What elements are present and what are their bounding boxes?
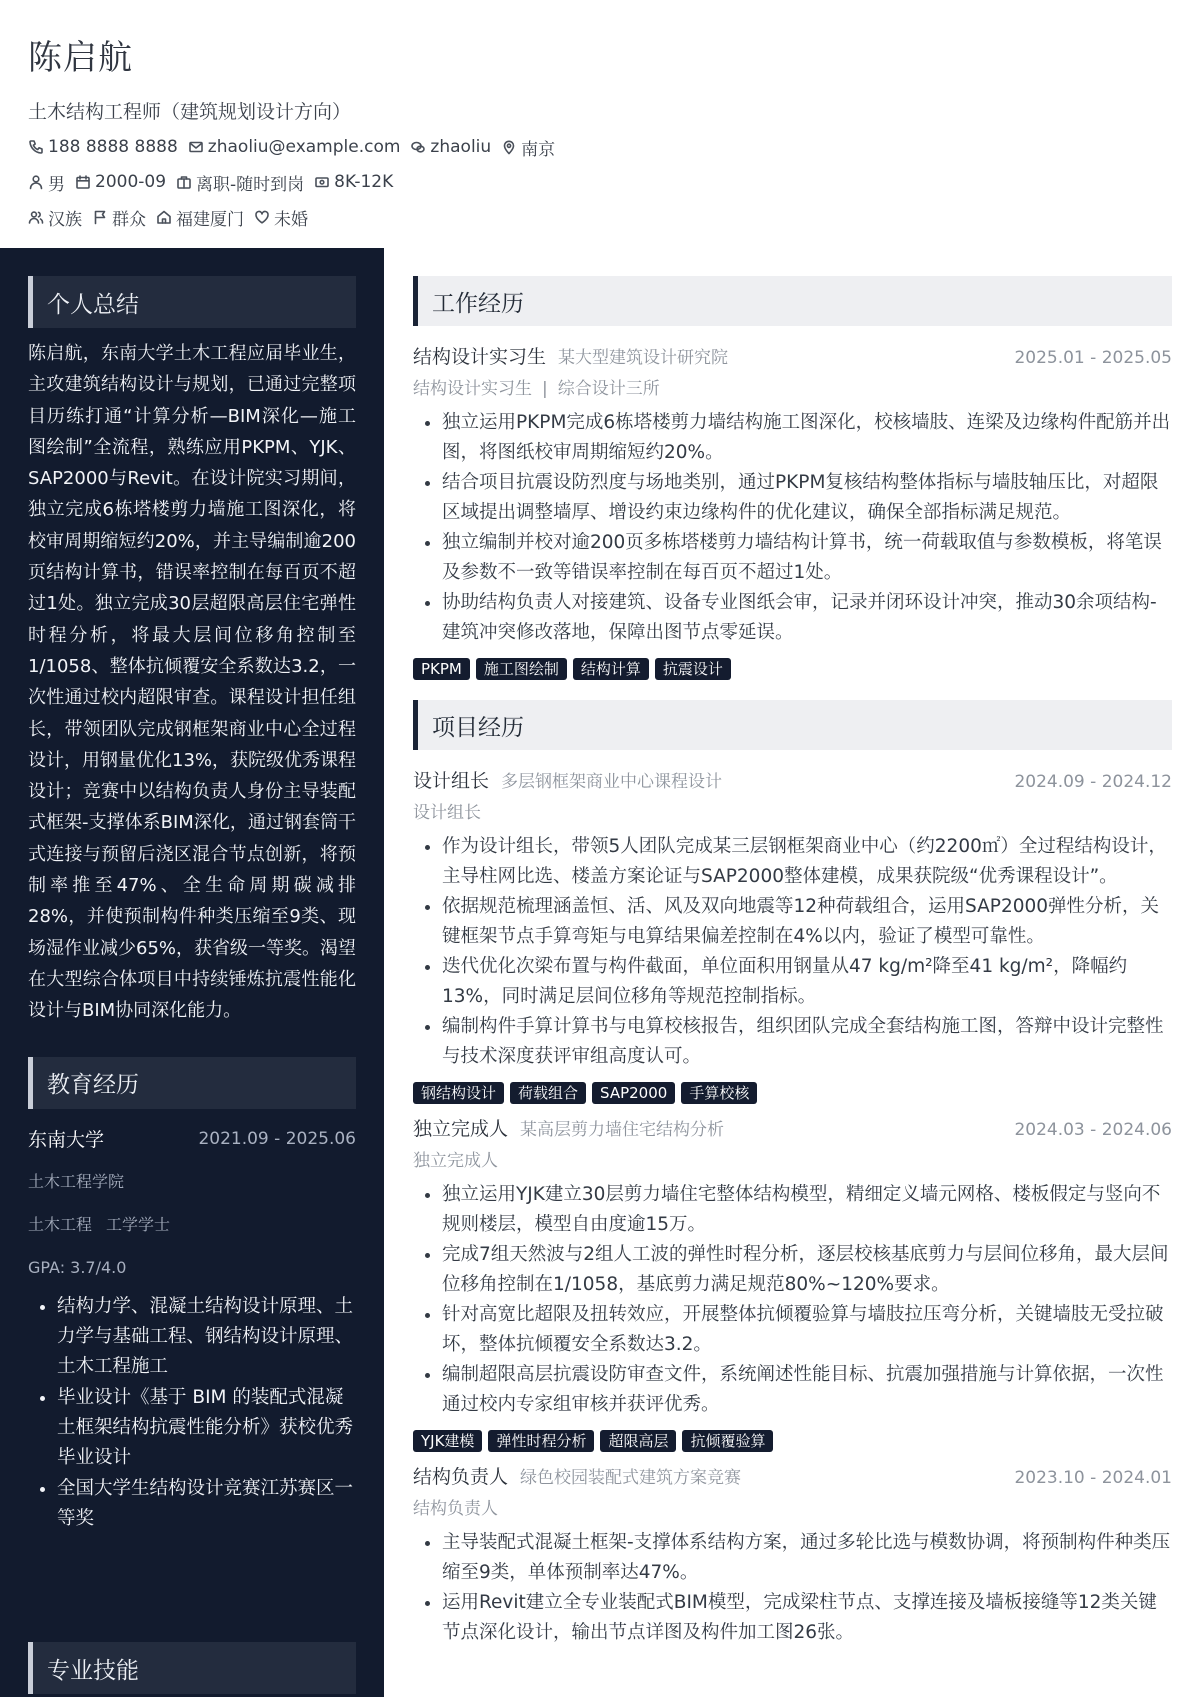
entry-date: 2024.03 - 2024.06 [1014, 1120, 1172, 1140]
flag-icon [92, 209, 108, 225]
tag: SAP2000 [592, 1082, 675, 1104]
politics-text: 群众 [112, 209, 146, 230]
major-degree [28, 1211, 356, 1239]
tag: 抗震设计 [655, 658, 731, 680]
personal-row [28, 205, 1178, 229]
entry-date: 2025.01 - 2025.05 [1014, 348, 1172, 368]
personal-ethnicity [28, 205, 82, 230]
entry-subtitle: 结构负责人 [413, 1499, 498, 1519]
entry-role: 结构设计实习生 [413, 346, 547, 368]
personal-politics [92, 205, 146, 230]
ethnicity-text: 汉族 [48, 209, 82, 230]
tag: PKPM [413, 658, 470, 680]
personal-marital [254, 205, 308, 230]
entry-role: 独立完成人 [413, 1118, 509, 1140]
skills-heading: 专业技能 [28, 1642, 356, 1694]
contact-email [188, 137, 401, 157]
list-item: • 运用Revit建立全专业装配式BIM模型，完成梁柱节点、支撑连接及墙板接缝等12类关键节点深化设计，输出节点详图及构件加工图26张。 [442, 1588, 1172, 1648]
list-item: • 主导装配式混凝土框架-支撑体系结构方案，通过多轮比选与模数协调，将预制构件种类压缩至9类，单体预制率达47%。 [442, 1528, 1172, 1588]
entry-subtitle [413, 374, 1172, 400]
contact-location [501, 135, 555, 160]
main-content [413, 276, 1172, 1648]
tag: 超限高层 [600, 1430, 676, 1452]
list-item: • 独立运用YJK建立30层剪力墙住宅整体结构模型，精细定义墙元网格、楼板假定与竖向不规则楼层，模型自由度逾15万。 [442, 1180, 1172, 1240]
project-entry [413, 766, 1172, 1104]
contact-wechat [410, 137, 491, 157]
candidate-name: 陈启航 [28, 38, 133, 78]
status-text: 离职-随时到岗 [196, 174, 305, 195]
money-icon [314, 174, 330, 190]
tag: 抗倾覆验算 [682, 1430, 773, 1452]
person-icon [28, 174, 44, 190]
birth-text: 2000-09 [95, 172, 167, 192]
work-heading: 工作经历 [413, 276, 1172, 326]
list-item: • 协助结构负责人对接建筑、设备专业图纸会审，记录并闭环设计冲突，推动30余项结构-建筑冲突修改落地，保障出图节点零延误。 [442, 588, 1172, 648]
tag: YJK建模 [413, 1430, 482, 1452]
entry-org: 绿色校园装配式建筑方案竞赛 [520, 1468, 742, 1488]
location-icon [501, 139, 517, 155]
list-item: • 独立运用PKPM完成6栋塔楼剪力墙结构施工图深化，校核墙肢、连梁及边缘构件配筋并出图，将图纸校审周期缩短约20%。 [442, 408, 1172, 468]
list-item: • 结构力学、混凝土结构设计原理、土力学与基础工程、钢结构设计原理、土木工程施工 [57, 1292, 356, 1382]
entry-subtitle: 设计组长 [413, 803, 481, 823]
home-icon [156, 209, 172, 225]
education-entry [28, 1125, 356, 1153]
list-item: • 完成7组天然波与2组人工波的弹性时程分析，逐层校核基底剪力与层间位移角，最大层间位移角控制在1/1058，基底剪力满足规范80%~120%要求。 [442, 1240, 1172, 1300]
phone-icon [28, 139, 44, 155]
degree-name: 工学学士 [106, 1214, 171, 1234]
info-status [176, 170, 304, 195]
contact-row [28, 135, 1178, 159]
college-name: 土木工程学院 [28, 1171, 125, 1191]
entry-tags [413, 1430, 1172, 1452]
tag: 手算校核 [681, 1082, 757, 1104]
school-name: 东南大学 [28, 1129, 105, 1152]
sub-separator: | [542, 379, 548, 399]
list-item: • 依据规范梳理涵盖恒、活、风及双向地震等12种荷载组合，运用SAP2000弹性分析，关键框架节点手算弯矩与电算结果偏差控制在4%以内，验证了模型可靠性。 [442, 892, 1172, 952]
wechat-icon [410, 139, 426, 155]
salary-text: 8K-12K [334, 172, 394, 192]
list-item: • 独立编制并校对逾200页多栋塔楼剪力墙结构计算书，统一荷载取值与参数模板，将笔误及参数不一致等错误率控制在每百页不超过1处。 [442, 528, 1172, 588]
entry-org: 多层钢框架商业中心课程设计 [501, 772, 723, 792]
heart-icon [254, 209, 270, 225]
entry-org: 某大型建筑设计研究院 [558, 348, 729, 368]
list-item: • 结合项目抗震设防烈度与场地类别，通过PKPM复核结构整体指标与墙肢轴压比，对超限区域提出调整墙厚、增设约束边缘构件的优化建议，确保全部指标满足规范。 [442, 468, 1172, 528]
tag: 结构计算 [573, 658, 649, 680]
summary-heading: 个人总结 [28, 276, 356, 328]
contact-phone [28, 137, 178, 157]
entry-bullets [413, 1180, 1172, 1420]
work-entry [413, 342, 1172, 680]
info-gender [28, 170, 65, 195]
tag: 荷载组合 [510, 1082, 586, 1104]
location-text: 南京 [521, 139, 556, 160]
entry-subtitle: 独立完成人 [413, 1151, 498, 1171]
briefcase-icon [176, 174, 192, 190]
entry-tags [413, 1082, 1172, 1104]
list-item: • 作为设计组长，带领5人团队完成某三层钢框架商业中心（约2200㎡）全过程结构设计，主导柱网比选、楼盖方案论证与SAP2000整体建模，成果获院级“优秀课程设计”。 [442, 832, 1172, 892]
education-highlights [28, 1292, 356, 1534]
mail-icon [188, 139, 204, 155]
sidebar [0, 248, 384, 1697]
list-item: • 毕业设计《基于 BIM 的装配式混凝土框架结构抗震性能分析》获校优秀毕业设计 [57, 1383, 356, 1473]
info-salary [314, 172, 393, 192]
entry-tags [413, 658, 1172, 680]
email-text: zhaoliu@example.com [207, 137, 401, 157]
list-item: • 针对高宽比超限及扭转效应，开展整体抗倾覆验算与墙肢拉压弯分析，关键墙肢无受拉破坏，整体抗倾覆安全系数达3.2。 [442, 1300, 1172, 1360]
wechat-text: zhaoliu [430, 137, 492, 157]
summary-text: 陈启航，东南大学土木工程应届毕业生，主攻建筑结构设计与规划，已通过完整项目历练打通“计算分析—BIM深化—施工图绘制”全流程，熟练应用PKPM、YJK、SAP2000与Revit。在设计院实习期间，独立完成6栋塔楼剪力墙施工图深化，将校审周期缩短约20%，并主导编制逾200页结构计算书，错误率控制在每百页不超过1处。独立完成30层超限高层住宅弹性时程分析，将最大层间位移角控制至1/1058、整体抗倾覆安全系数达3.2，一次性通过校内超限审查。课程设计担任组长，带领团队完成钢框架商业中心全过程设计，用钢量优化13%，获院级优秀课程设计；竞赛中以结构负责人身份主导装配式框架-支撑体系BIM深化，通过钢套筒干式连接与预留后浇区混合节点创新，将预制率推至47%、全生命周期碳减排28%，并使预制构件种类压缩至9类、现场湿作业减少65%，获省级一等奖。渴望在大型综合体项目中持续锤炼抗震性能化设计与BIM协同深化能力。 [28, 343, 357, 1022]
sub-dept: 综合设计三所 [557, 379, 660, 399]
job-title: 土木结构工程师（建筑规划设计方向） [28, 101, 352, 123]
projects-heading: 项目经历 [413, 700, 1172, 750]
entry-role: 设计组长 [413, 770, 490, 792]
people-icon [28, 209, 44, 225]
hometown-text: 福建厦门 [176, 209, 244, 230]
entry-date: 2024.09 - 2024.12 [1014, 772, 1172, 792]
resume-header [28, 30, 1178, 229]
marital-text: 未婚 [274, 209, 308, 230]
list-item: • 编制超限高层抗震设防审查文件，系统阐述性能目标、抗震加强措施与计算依据，一次性通过校内专家组审核并获评优秀。 [442, 1360, 1172, 1420]
list-item: • 迭代优化次梁布置与构件截面，单位面积用钢量从47 kg/m²降至41 kg/m²，降幅约13%，同时满足层间位移角等规范控制指标。 [442, 952, 1172, 1012]
info-row [28, 170, 1178, 194]
entry-bullets [413, 832, 1172, 1072]
gender-text: 男 [48, 174, 65, 195]
major-name: 土木工程 [28, 1214, 93, 1234]
education-date: 2021.09 - 2025.06 [198, 1128, 356, 1149]
info-birth [75, 172, 166, 192]
entry-role: 结构负责人 [413, 1466, 509, 1488]
project-entry [413, 1462, 1172, 1648]
education-heading: 教育经历 [28, 1057, 356, 1109]
entry-bullets [413, 1528, 1172, 1648]
tag: 钢结构设计 [413, 1082, 504, 1104]
tag: 施工图绘制 [476, 658, 567, 680]
list-item: • 编制构件手算计算书与电算校核报告，组织团队完成全套结构施工图，答辩中设计完整性与技术深度获评审组高度认可。 [442, 1012, 1172, 1072]
entry-org: 某高层剪力墙住宅结构分析 [520, 1120, 725, 1140]
tag: 弹性时程分析 [488, 1430, 594, 1452]
sub-role: 结构设计实习生 [413, 379, 532, 399]
project-entry [413, 1114, 1172, 1452]
personal-hometown [156, 205, 244, 230]
list-item: • 全国大学生结构设计竞赛江苏赛区一等奖 [57, 1474, 356, 1534]
phone-text: 188 8888 8888 [48, 137, 178, 157]
entry-bullets [413, 408, 1172, 648]
entry-date: 2023.10 - 2024.01 [1014, 1468, 1172, 1488]
calendar-icon [75, 174, 91, 190]
gpa: GPA: 3.7/4.0 [28, 1257, 127, 1277]
